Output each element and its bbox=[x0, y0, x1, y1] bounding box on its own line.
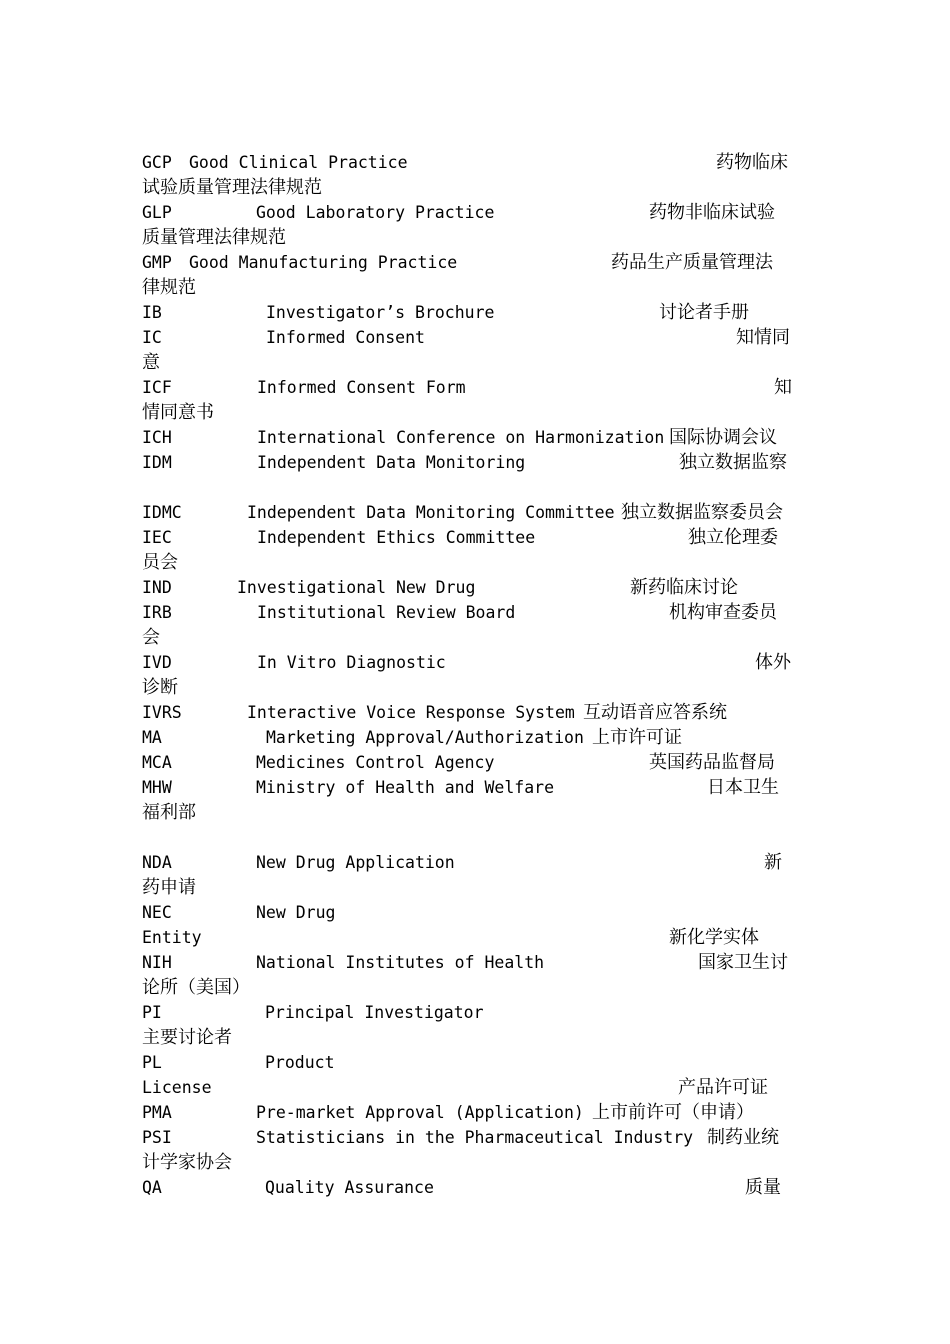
entry-term-nec: New Drug bbox=[256, 903, 336, 922]
entry-cn-pma: 上市前许可（申请） bbox=[592, 1102, 754, 1123]
entry-cn-mca: 英国药品监督局 bbox=[649, 752, 775, 773]
entry-abbr-idm: IDM bbox=[142, 453, 172, 472]
entry-cn-ic: 知情同 bbox=[736, 327, 790, 348]
entry-cn-idm: 独立数据监察 bbox=[679, 452, 787, 473]
entry-abbr-nec: NEC bbox=[142, 903, 172, 922]
entry-cn-glp: 药物非临床试验 bbox=[649, 202, 775, 223]
entry-abbr-pl: PL bbox=[142, 1053, 162, 1072]
entry-term-irb: Institutional Review Board bbox=[257, 603, 516, 622]
entry-cn-cont-irb: 会 bbox=[142, 627, 160, 648]
entry-abbr-glp: GLP bbox=[142, 203, 172, 222]
entry-abbr-ich: ICH bbox=[142, 428, 172, 447]
entry-cn-nih: 国家卫生讨 bbox=[698, 952, 788, 973]
entry-abbr-pma: PMA bbox=[142, 1103, 172, 1122]
entry-abbr-qa: QA bbox=[142, 1178, 162, 1197]
entry-cn-cont-gmp: 律规范 bbox=[142, 277, 196, 298]
entry-cn-cont-pi: 主要讨论者 bbox=[142, 1027, 232, 1048]
entry-term-cont-pl: License bbox=[142, 1078, 212, 1097]
entry-term-nda: New Drug Application bbox=[256, 853, 455, 872]
entry-cn-cont-iec: 员会 bbox=[142, 552, 178, 573]
entry-term-mhw: Ministry of Health and Welfare bbox=[256, 778, 555, 797]
entry-term-pi: Principal Investigator bbox=[265, 1003, 484, 1022]
entry-term-gcp: Good Clinical Practice bbox=[189, 153, 408, 172]
entry-term-ma: Marketing Approval/Authorization bbox=[266, 728, 584, 747]
entry-term-nih: National Institutes of Health bbox=[256, 953, 545, 972]
entry-cn-mhw: 日本卫生 bbox=[707, 777, 779, 798]
entry-abbr-ind: IND bbox=[142, 578, 172, 597]
entry-cn-idmc: 独立数据监察委员会 bbox=[621, 502, 783, 523]
entry-cn-cont-nih: 论所（美国） bbox=[142, 977, 250, 998]
entry-abbr-nih: NIH bbox=[142, 953, 172, 972]
entry-cn-cont-ic: 意 bbox=[142, 352, 160, 373]
entry-cn-cont-psi: 计学家协会 bbox=[142, 1152, 232, 1173]
entry-abbr-ma: MA bbox=[142, 728, 162, 747]
entry-cn-icf: 知 bbox=[774, 377, 792, 398]
entry-cn-cont-gcp: 试验质量管理法律规范 bbox=[142, 177, 322, 198]
entry-cn-cont-nda: 药申请 bbox=[142, 877, 196, 898]
entry-term-idmc: Independent Data Monitoring Committee bbox=[247, 503, 615, 522]
entry-term-ivd: In Vitro Diagnostic bbox=[257, 653, 446, 672]
entry-abbr-ic: IC bbox=[142, 328, 162, 347]
entry-cn-nda: 新 bbox=[764, 852, 782, 873]
entry-abbr-nda: NDA bbox=[142, 853, 172, 872]
entry-abbr-psi: PSI bbox=[142, 1128, 172, 1147]
entry-cn-ivd: 体外 bbox=[755, 652, 791, 673]
entry-cn-irb: 机构审查委员 bbox=[669, 602, 777, 623]
entry-abbr-gmp: GMP bbox=[142, 253, 172, 272]
entry-term-cont-nec: Entity bbox=[142, 928, 202, 947]
entry-term-iec: Independent Ethics Committee bbox=[257, 528, 536, 547]
entry-abbr-iec: IEC bbox=[142, 528, 172, 547]
entry-cn-ma: 上市许可证 bbox=[592, 727, 682, 748]
entry-cn-gcp: 药物临床 bbox=[716, 152, 788, 173]
entry-term-ivrs: Interactive Voice Response System bbox=[247, 703, 575, 722]
entry-abbr-idmc: IDMC bbox=[142, 503, 182, 522]
entry-abbr-ivd: IVD bbox=[142, 653, 172, 672]
entry-cn-iec: 独立伦理委 bbox=[688, 527, 778, 548]
entry-cn-ivrs: 互动语音应答系统 bbox=[583, 702, 727, 723]
entry-term-ic: Informed Consent bbox=[266, 328, 425, 347]
entry-abbr-mhw: MHW bbox=[142, 778, 172, 797]
entry-cn-cont-ivd: 诊断 bbox=[142, 677, 178, 698]
entry-abbr-gcp: GCP bbox=[142, 153, 172, 172]
entry-term-ib: Investigator’s Brochure bbox=[266, 303, 495, 322]
entry-cn-cont-mhw: 福利部 bbox=[142, 802, 196, 823]
entry-cn-cont-glp: 质量管理法律规范 bbox=[142, 227, 286, 248]
entry-term-idm: Independent Data Monitoring bbox=[257, 453, 526, 472]
entry-abbr-mca: MCA bbox=[142, 753, 172, 772]
entry-abbr-irb: IRB bbox=[142, 603, 172, 622]
entry-cn-nec: 新化学实体 bbox=[669, 927, 759, 948]
entry-term-glp: Good Laboratory Practice bbox=[256, 203, 495, 222]
entry-cn-qa: 质量 bbox=[745, 1177, 781, 1198]
entry-cn-psi: 制药业统 bbox=[707, 1127, 779, 1148]
entry-cn-cont-icf: 情同意书 bbox=[142, 402, 214, 423]
entry-cn-ib: 讨论者手册 bbox=[659, 302, 749, 323]
entry-cn-pl: 产品许可证 bbox=[678, 1077, 768, 1098]
entry-term-icf: Informed Consent Form bbox=[257, 378, 466, 397]
entry-abbr-ivrs: IVRS bbox=[142, 703, 182, 722]
entry-cn-gmp: 药品生产质量管理法 bbox=[611, 252, 773, 273]
entry-cn-ich: 国际协调会议 bbox=[669, 427, 777, 448]
entry-term-ind: Investigational New Drug bbox=[237, 578, 476, 597]
entry-term-ich: International Conference on Harmonization bbox=[257, 428, 665, 447]
entry-cn-ind: 新药临床讨论 bbox=[630, 577, 738, 598]
entry-term-pma: Pre-market Approval (Application) bbox=[256, 1103, 584, 1122]
entry-abbr-pi: PI bbox=[142, 1003, 162, 1022]
entry-term-mca: Medicines Control Agency bbox=[256, 753, 495, 772]
entry-term-pl: Product bbox=[265, 1053, 335, 1072]
entry-abbr-icf: ICF bbox=[142, 378, 172, 397]
entry-abbr-ib: IB bbox=[142, 303, 162, 322]
entry-term-psi: Statisticians in the Pharmaceutical Industry bbox=[256, 1128, 694, 1147]
entry-term-qa: Quality Assurance bbox=[265, 1178, 434, 1197]
entry-term-gmp: Good Manufacturing Practice bbox=[189, 253, 458, 272]
